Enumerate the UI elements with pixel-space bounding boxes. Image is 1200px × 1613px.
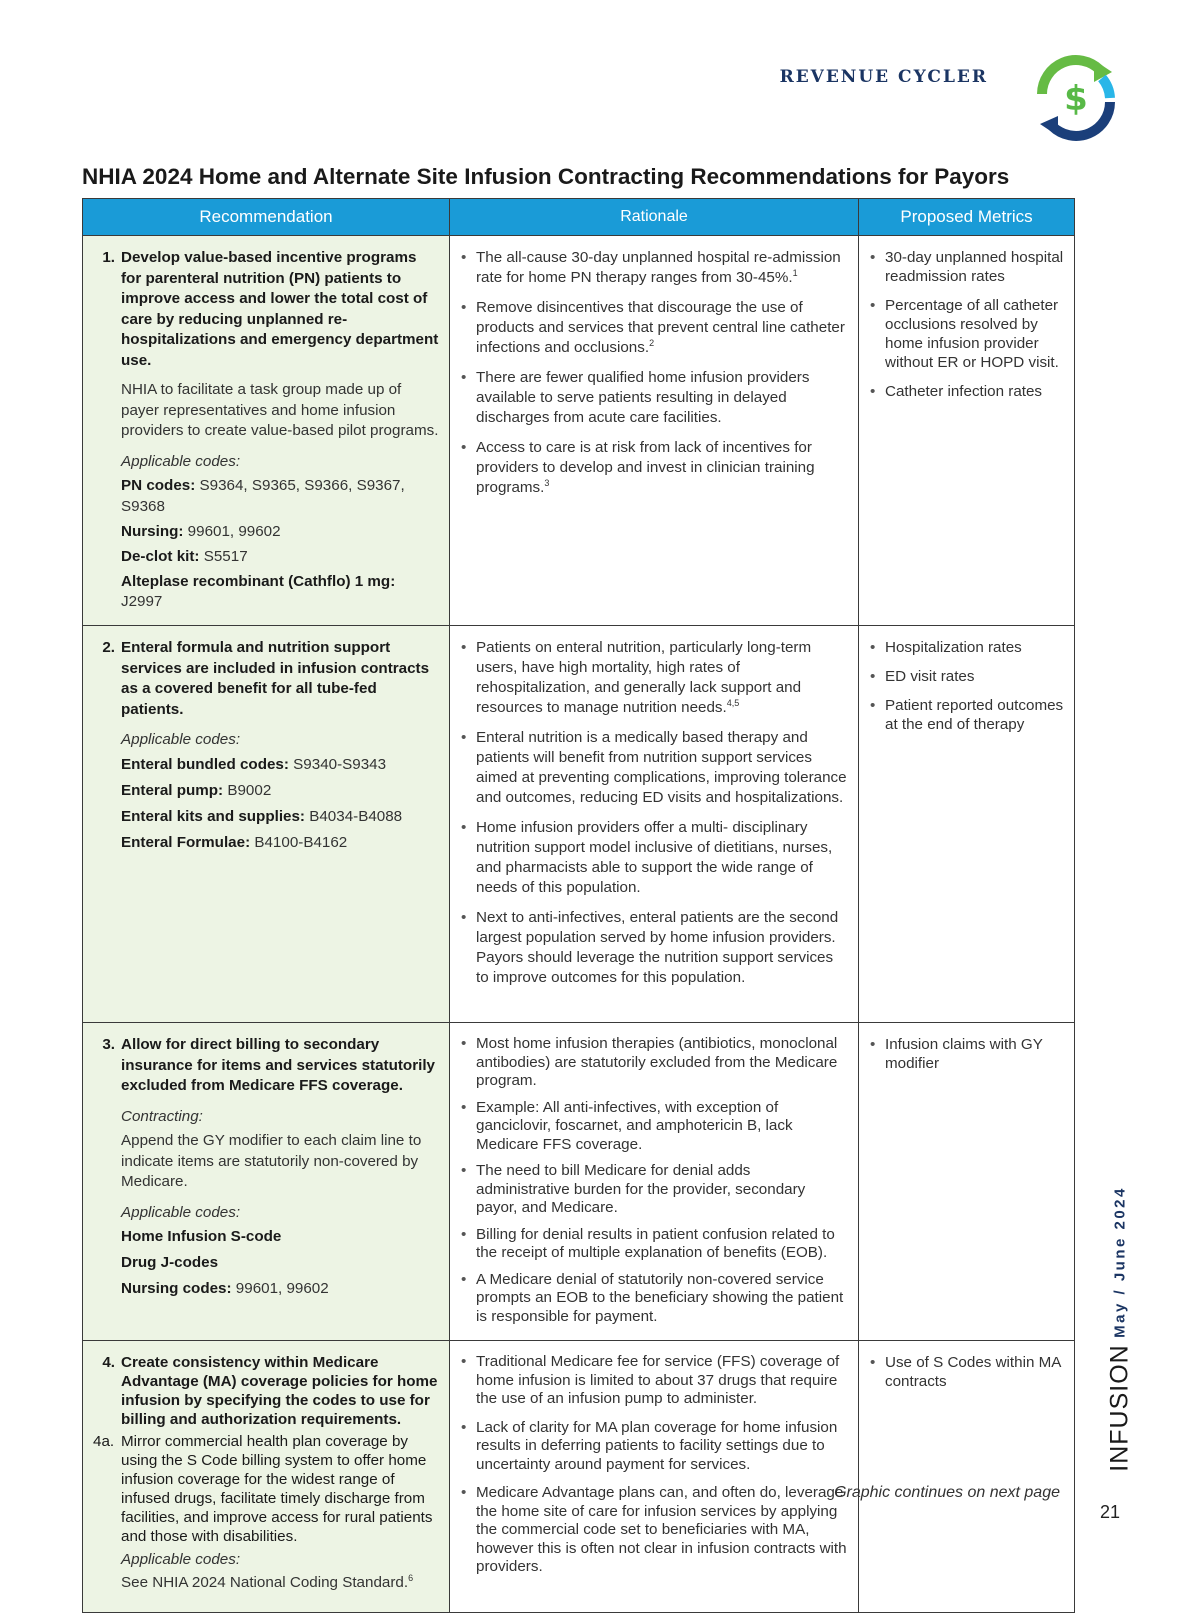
rationale-item: • Patients on enteral nutrition, particularly long-term users, have high mortality, high rates of rehospitalization, and generally lack support and resources to manage nutrition needs.$^{4,5}$ <box>476 638 848 718</box>
metrics-cell <box>859 626 1075 1023</box>
rationale-item: • Home infusion providers offer a multi- disciplinary nutrition support model inclusive of dietitians, nurses, and pharmacists able to support the wide range of needs of this population. <box>476 818 848 898</box>
header-recommendation: Recommendation <box>83 199 450 236</box>
rationale-cell <box>450 1341 859 1613</box>
metric-item: • Use of S Codes within MA contracts <box>885 1353 1068 1391</box>
codes-label: Applicable codes: <box>121 1203 241 1221</box>
rationale-item: • Example: All anti-infectives, with exception of ganciclovir, foscarnet, and amphotericin B, lack Medicare FFS coverage. <box>476 1099 848 1155</box>
code-item: Enteral Formulae: B4100-B4162 <box>121 833 348 851</box>
brand-label: REVENUE CYCLER <box>779 67 988 87</box>
coding-standard-text: See NHIA 2024 National Coding Standard.$^6$ <box>121 1572 414 1591</box>
code-item: Drug J-codes <box>121 1254 219 1271</box>
recommendation-heading: Enteral formula and nutrition support services are included in infusion contracts as a covered benefit for all tube-fed patients. <box>121 639 430 718</box>
dollar-cycle-icon <box>1032 54 1120 142</box>
rationale-item: • Most home infusion therapies (antibiotics, monoclonal antibodies) are statutorily excluded from the Medicare program. <box>476 1035 848 1091</box>
rationale-item: • Medicare Advantage plans can, and often do, leverage the home site of care for infusion services by applying the commercial code set to beneficiaries with MA, however this is often not clear in infusion contracts with providers. <box>476 1484 848 1577</box>
codes-list <box>121 476 439 613</box>
recommendation-number: 4. <box>102 1354 115 1371</box>
page-title: NHIA 2024 Home and Alternate Site Infusion Contracting Recommendations for Payors <box>82 164 1010 189</box>
magazine-name: INFUSION <box>1105 1344 1134 1472</box>
rationale-cell <box>450 1023 859 1341</box>
recommendation-cell <box>83 236 450 626</box>
code-item: Nursing codes: 99601, 99602 <box>121 1280 329 1297</box>
code-item: PN codes: S9364, S9365, S9366, S9367, S9368 <box>121 477 405 515</box>
recommendation-number: 1. <box>102 249 115 266</box>
rationale-item: • Enteral nutrition is a medically based therapy and patients will benefit from nutrition support services aimed at preventing complications, improving tolerance and outcomes, reducing ED visits and hospitalizations. <box>476 728 848 808</box>
recommendation-body: NHIA to facilitate a task group made up of payer representatives and home infusion providers to create value-based pilot programs. <box>121 381 439 439</box>
code-item: De-clot kit: S5517 <box>121 547 248 565</box>
header-proposed-metrics: Proposed Metrics <box>859 199 1075 236</box>
recommendation-cell <box>83 1341 450 1613</box>
contracting-text: Append the GY modifier to each claim line to indicate items are statutorily non-covered by Medicare. <box>121 1132 422 1190</box>
recommendation-heading: Create consistency within Medicare Advantage (MA) coverage policies for home infusion by specifying the codes to use for billing and authorization requirements. <box>121 1354 438 1428</box>
code-item: Enteral bundled codes: S9340-S9343 <box>121 755 387 773</box>
rationale-item: • The all-cause 30-day unplanned hospital re-admission rate for home PN therapy ranges from 30-45%.$^1$ <box>476 248 848 288</box>
contracting-label: Contracting: <box>121 1107 203 1125</box>
code-item: Enteral pump: B9002 <box>121 781 272 799</box>
codes-label: Applicable codes: <box>121 731 241 748</box>
rationale-item: • Remove disincentives that discourage the use of products and services that prevent central line catheter infections and occlusions.$^2$ <box>476 298 848 358</box>
recommendation-number: 2. <box>102 639 115 656</box>
rationale-item: • Next to anti-infectives, enteral patients are the second largest population served by home infusion providers. Payors should leverage the nutrition support services to improve outcomes for this population. <box>476 908 848 988</box>
rationale-item: • Access to care is at risk from lack of incentives for providers to develop and invest in clinician training programs.$^3$ <box>476 438 848 498</box>
metric-item: • Hospitalization rates <box>885 638 1068 657</box>
rationale-item: • The need to bill Medicare for denial adds administrative burden for the provider, secondary payor, and Medicare. <box>476 1162 848 1218</box>
sub-recommendation-number: 4a. <box>93 1433 115 1450</box>
rationale-item: • There are fewer qualified home infusion providers available to serve patients resulting in delayed discharges from acute care facilities. <box>476 368 848 428</box>
rationale-item: • Traditional Medicare fee for service (FFS) coverage of home infusion is limited to about 37 drugs that require the use of an infusion pump to administer. <box>476 1353 848 1409</box>
header-rationale: Rationale <box>450 199 859 236</box>
table-row <box>83 1023 1075 1341</box>
rationale-item: • Lack of clarity for MA plan coverage for home infusion results in deferring patients to facility settings due to uncertainty around payment for services. <box>476 1419 848 1475</box>
code-item: Nursing: 99601, 99602 <box>121 522 281 540</box>
rationale-item: • Billing for denial results in patient confusion related to the receipt of multiple explanation of benefits (EOB). <box>476 1226 848 1263</box>
metrics-cell <box>859 1023 1075 1341</box>
table-row <box>83 236 1075 626</box>
codes-list <box>121 1227 439 1300</box>
metrics-cell <box>859 1341 1075 1613</box>
metric-item: • 30-day unplanned hospital readmission rates <box>885 248 1068 286</box>
svg-text:$: $ <box>1064 79 1088 119</box>
code-item: Home Infusion S-code <box>121 1228 282 1245</box>
metrics-cell <box>859 236 1075 626</box>
recommendation-number: 3. <box>102 1036 115 1053</box>
codes-label: Applicable codes: <box>121 452 241 470</box>
recommendation-cell <box>83 626 450 1023</box>
recommendation-cell <box>83 1023 450 1341</box>
codes-label: Applicable codes: <box>121 1551 241 1568</box>
recommendation-heading: Allow for direct billing to secondary insurance for items and services statutorily excluded from Medicare FFS coverage. <box>121 1036 435 1094</box>
page-number: 21 <box>1100 1502 1121 1522</box>
table-row <box>83 626 1075 1023</box>
metric-item: • ED visit rates <box>885 667 1068 686</box>
recommendation-heading: Develop value-based incentive programs for parenteral nutrition (PN) patients to improve access and lower the total cost of care by reducing unplanned re-hospitalizations and emergency department use. <box>121 249 439 369</box>
metric-item: • Percentage of all catheter occlusions resolved by home infusion provider without ER or HOPD visit. <box>885 296 1068 372</box>
table-row <box>83 1341 1075 1613</box>
code-item: Alteplase recombinant (Cathflo) 1 mg: J2997 <box>121 572 396 610</box>
rationale-item: • A Medicare denial of statutorily non-covered service prompts an EOB to the beneficiary showing the patient is responsible for payment. <box>476 1271 848 1327</box>
recommendations-table <box>82 198 1075 1613</box>
metric-item: • Catheter infection rates <box>885 382 1068 401</box>
code-item: Enteral kits and supplies: B4034-B4088 <box>121 807 403 825</box>
rationale-cell <box>450 626 859 1023</box>
rationale-cell <box>450 236 859 626</box>
metric-item: • Patient reported outcomes at the end of therapy <box>885 696 1068 734</box>
issue-date: May / June 2024 <box>1111 1186 1129 1338</box>
continues-note: Graphic continues on next page <box>834 1484 1060 1501</box>
codes-list <box>121 755 439 854</box>
metric-item: • Infusion claims with GY modifier <box>885 1035 1068 1073</box>
sub-recommendation-text: Mirror commercial health plan coverage by using the S Code billing system to offer home infusion coverage for the widest range of infused drugs, facilitate timely discharge from facilities, and improve access for rural patients and those with disabilities. <box>121 1433 433 1545</box>
